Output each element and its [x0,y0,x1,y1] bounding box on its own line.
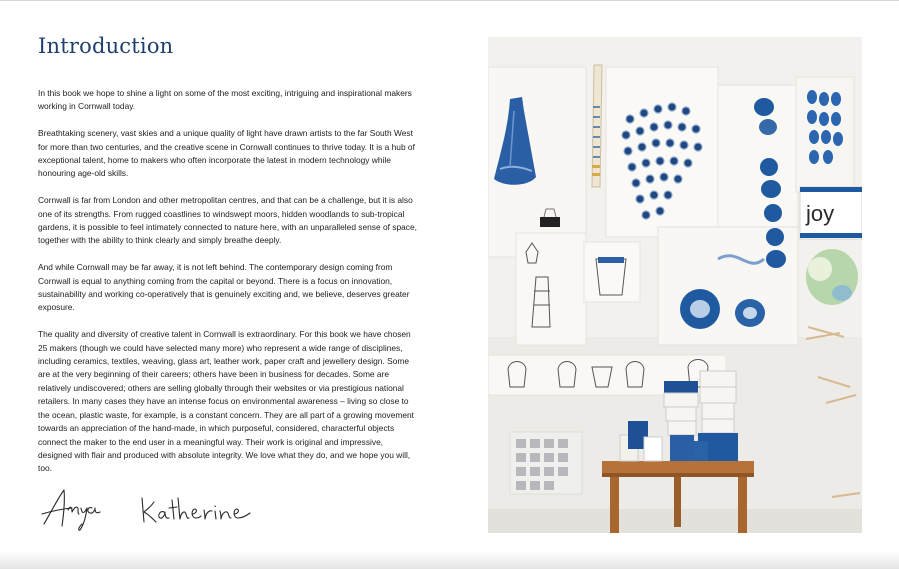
paragraph: In this book we hope to shine a light on some of the most exciting, intriguing and inspirational makers working in Cornwall today. [38,88,412,112]
studio-wall-photo [488,37,862,533]
joy-card-text: joy [806,201,835,226]
page-top-edge [0,0,899,1]
signature-katherine [138,492,254,526]
paragraph: Breathtaking scenery, vast skies and a unique quality of light have drawn artists to the far South West for more than two centuries, and the creative scene in Cornwall continues to thrive today. It is a hub of exceptional talent, home to makers who often incorporate the latest in modern technology while honouring age-old skills. [38,128,415,179]
page-bottom-edge [0,551,899,569]
paragraph: The quality and diversity of creative talent in Cornwall is extraordinary. For this book we have chosen 25 makers (though we could have selected many more) who represent a wide range of disciplines, including ceramics, textiles, weaving, glass art, leather work, paper craft and jewellery design. Some are at the very beginning of their careers; others have been in business for decades. Some are relatively undiscovered; others are selling globally through their websites or via prestigious national retailers. In many cases they have an intense focus on environmental awareness – living so close to the ocean, plastic waste, for example, is a constant concern. They are all part of a growing movement towards an appreciation of the hand-made, in which purposeful, considered, characterful objects connect the maker to the end user in a meaningful way. Their work is original and impressive, designed with flair and produced with absolute integrity. We love what they do, and we hope you will, too. [38,329,414,474]
paragraph: Cornwall is far from London and other metropolitan centres, and that can be a challenge, but it is also one of its strengths. From rugged coastlines to windswept moors, hidden woodlands to sub-tropical gardens, it is possible to feel intimately connected to nature here, with an unparalleled sense of space, together with the ability to think clearly and simply breathe deeply. [38,195,417,246]
introduction-body [38,87,418,489]
studio-wall-illustration [488,37,862,533]
paragraph: And while Cornwall may be far away, it is not left behind. The contemporary design coming from Cornwall is equal to anything coming from the capital or beyond. There is a focus on innovation, sustainability and working co-operatively that is genuinely exciting and, we believe, deserves greater exposure. [38,262,410,313]
page-title: Introduction [38,34,174,58]
signature-anya [38,484,108,532]
